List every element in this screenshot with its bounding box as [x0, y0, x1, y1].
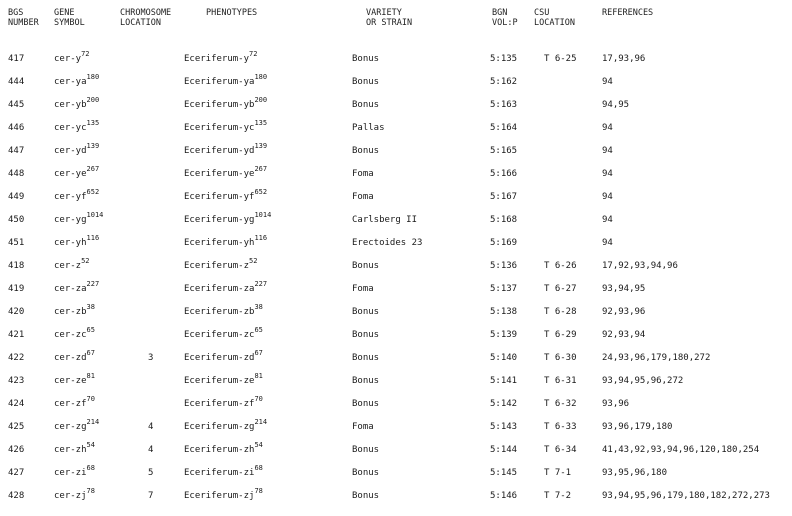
volume-cell: 5:165 [490, 146, 518, 156]
header-references: REFERENCES [602, 8, 654, 18]
csu-location-cell: T 7-1 [544, 468, 572, 478]
volume-cell: 5:145 [490, 468, 518, 478]
variety-cell: Foma [352, 192, 374, 202]
references-cell: 94 [602, 169, 613, 179]
header-variety: VARIETY OR STRAIN [366, 8, 413, 28]
bgs-number-cell: 417 [8, 54, 25, 64]
phenotype-text: Eceriferum-yb [184, 100, 255, 110]
gene-symbol-cell [54, 71, 99, 94]
bgs-number-cell: 424 [8, 399, 25, 409]
references-cell: 24,93,96,179,180,272 [602, 353, 711, 363]
volume-cell: 5:140 [490, 353, 518, 363]
csu-location-cell: T 6-29 [544, 330, 577, 340]
bgs-number-cell: 446 [8, 123, 25, 133]
phenotype-allele-superscript: 70 [254, 395, 263, 403]
gene-symbol-cell [54, 393, 95, 416]
csu-location-cell: T 6-34 [544, 445, 577, 455]
volume-cell: 5:168 [490, 215, 518, 225]
phenotype-allele-superscript: 180 [254, 73, 268, 81]
variety-cell: Pallas [352, 123, 385, 133]
gene-symbol-cell [54, 278, 99, 301]
gene-allele-superscript: 180 [86, 73, 100, 81]
phenotype-allele-superscript: 135 [254, 119, 268, 127]
table-row [0, 278, 792, 301]
gene-allele-superscript: 54 [86, 441, 95, 449]
bgs-number-cell: 444 [8, 77, 25, 87]
gene-symbol-cell [54, 347, 95, 370]
phenotype-cell [184, 94, 267, 117]
chromosome-location-cell: 3 [148, 353, 154, 363]
table-row [0, 209, 792, 232]
volume-cell: 5:136 [490, 261, 518, 271]
bgs-number-cell: 428 [8, 491, 25, 501]
table-row [0, 48, 792, 71]
header-phenotypes: PHENOTYPES [206, 8, 258, 18]
csu-location-cell: T 6-25 [544, 54, 577, 64]
references-cell: 17,93,96 [602, 54, 646, 64]
gene-symbol-cell [54, 485, 95, 508]
references-cell: 92,93,94 [602, 330, 646, 340]
gene-allele-superscript: 652 [86, 188, 100, 196]
variety-cell: Foma [352, 169, 374, 179]
table-row [0, 94, 792, 117]
bgs-number-cell: 445 [8, 100, 25, 110]
gene-allele-superscript: 52 [81, 257, 90, 265]
gene-allele-superscript: 67 [86, 349, 95, 357]
volume-cell: 5:167 [490, 192, 518, 202]
volume-cell: 5:143 [490, 422, 518, 432]
gene-symbol-text: cer-z [54, 261, 82, 271]
gene-allele-superscript: 214 [86, 418, 100, 426]
phenotype-text: Eceriferum-zf [184, 399, 255, 409]
phenotype-cell [184, 347, 263, 370]
table-header [0, 8, 792, 48]
variety-cell: Bonus [352, 491, 380, 501]
gene-symbol-text: cer-zd [54, 353, 87, 363]
table-row [0, 163, 792, 186]
phenotype-allele-superscript: 1014 [254, 211, 272, 219]
phenotype-allele-superscript: 67 [254, 349, 263, 357]
volume-cell: 5:139 [490, 330, 518, 340]
phenotype-allele-superscript: 54 [254, 441, 263, 449]
bgs-number-cell: 427 [8, 468, 25, 478]
references-cell: 41,43,92,93,94,96,120,180,254 [602, 445, 760, 455]
gene-symbol-text: cer-yh [54, 238, 87, 248]
header-volume: BGN VOL:P [492, 8, 518, 28]
gene-symbol-cell [54, 416, 99, 439]
csu-location-cell: T 6-30 [544, 353, 577, 363]
bgs-number-cell: 418 [8, 261, 25, 271]
variety-cell: Bonus [352, 307, 380, 317]
variety-cell: Bonus [352, 445, 380, 455]
gene-allele-superscript: 116 [86, 234, 100, 242]
bgs-number-cell: 425 [8, 422, 25, 432]
phenotype-text: Eceriferum-yc [184, 123, 255, 133]
references-cell: 93,94,95,96,179,180,182,272,273 [602, 491, 770, 501]
phenotype-cell [184, 462, 263, 485]
gene-allele-superscript: 68 [86, 464, 95, 472]
variety-cell: Foma [352, 422, 374, 432]
gene-symbol-text: cer-zb [54, 307, 87, 317]
gene-symbol-cell [54, 186, 99, 209]
gene-symbol-cell [54, 209, 103, 232]
phenotype-allele-superscript: 214 [254, 418, 268, 426]
gene-symbol-text: cer-y [54, 54, 82, 64]
variety-cell: Bonus [352, 376, 380, 386]
gene-symbol-text: cer-zj [54, 491, 87, 501]
bgs-number-cell: 423 [8, 376, 25, 386]
volume-cell: 5:141 [490, 376, 518, 386]
phenotype-cell [184, 393, 263, 416]
table-row [0, 393, 792, 416]
volume-cell: 5:142 [490, 399, 518, 409]
table-row [0, 301, 792, 324]
volume-cell: 5:144 [490, 445, 518, 455]
phenotype-cell [184, 232, 267, 255]
references-cell: 94 [602, 215, 613, 225]
phenotype-text: Eceriferum-zd [184, 353, 255, 363]
variety-cell: Bonus [352, 146, 380, 156]
phenotype-allele-superscript: 116 [254, 234, 268, 242]
phenotype-allele-superscript: 652 [254, 188, 268, 196]
phenotype-text: Eceriferum-zb [184, 307, 255, 317]
references-cell: 93,96 [602, 399, 630, 409]
header-bgs-number: BGS NUMBER [8, 8, 39, 28]
phenotype-cell [184, 439, 263, 462]
table-row [0, 462, 792, 485]
table-row [0, 232, 792, 255]
phenotype-text: Eceriferum-zh [184, 445, 255, 455]
gene-allele-superscript: 81 [86, 372, 95, 380]
phenotype-text: Eceriferum-za [184, 284, 255, 294]
variety-cell: Bonus [352, 54, 380, 64]
gene-symbol-text: cer-zi [54, 468, 87, 478]
table-row [0, 439, 792, 462]
gene-symbol-text: cer-zc [54, 330, 87, 340]
bgs-number-cell: 447 [8, 146, 25, 156]
bgs-number-cell: 426 [8, 445, 25, 455]
bgs-number-cell: 420 [8, 307, 25, 317]
volume-cell: 5:162 [490, 77, 518, 87]
phenotype-cell [184, 71, 267, 94]
gene-symbol-text: cer-yb [54, 100, 87, 110]
bgs-number-cell: 449 [8, 192, 25, 202]
variety-cell: Bonus [352, 330, 380, 340]
gene-symbol-cell [54, 462, 95, 485]
bgs-number-cell: 451 [8, 238, 25, 248]
phenotype-allele-superscript: 68 [254, 464, 263, 472]
references-cell: 93,94,95 [602, 284, 646, 294]
phenotype-text: Eceriferum-ya [184, 77, 255, 87]
gene-symbol-text: cer-yg [54, 215, 87, 225]
variety-cell: Carlsberg II [352, 215, 418, 225]
gene-symbol-cell [54, 255, 90, 278]
gene-symbol-text: cer-za [54, 284, 87, 294]
gene-symbol-cell [54, 140, 99, 163]
gene-symbol-text: cer-yc [54, 123, 87, 133]
table-row [0, 347, 792, 370]
csu-location-cell: T 6-28 [544, 307, 577, 317]
references-cell: 93,95,96,180 [602, 468, 668, 478]
variety-cell: Foma [352, 284, 374, 294]
csu-location-cell: T 6-32 [544, 399, 577, 409]
chromosome-location-cell: 7 [148, 491, 154, 501]
table-row [0, 324, 792, 347]
gene-symbol-text: cer-yf [54, 192, 87, 202]
bgs-number-cell: 419 [8, 284, 25, 294]
gene-allele-superscript: 135 [86, 119, 100, 127]
gene-allele-superscript: 267 [86, 165, 100, 173]
variety-cell: Bonus [352, 399, 380, 409]
phenotype-cell [184, 209, 271, 232]
references-cell: 93,94,95,96,272 [602, 376, 684, 386]
variety-cell: Bonus [352, 468, 380, 478]
csu-location-cell: T 6-26 [544, 261, 577, 271]
table-row [0, 117, 792, 140]
gene-symbol-cell [54, 94, 99, 117]
phenotype-text: Eceriferum-y [184, 54, 250, 64]
bgs-number-cell: 450 [8, 215, 25, 225]
volume-cell: 5:138 [490, 307, 518, 317]
header-chromosome-location: CHROMOSOME LOCATION [120, 8, 172, 28]
phenotype-allele-superscript: 52 [249, 257, 258, 265]
phenotype-cell [184, 485, 263, 508]
phenotype-allele-superscript: 139 [254, 142, 268, 150]
phenotype-cell [184, 416, 267, 439]
gene-allele-superscript: 65 [86, 326, 95, 334]
gene-symbol-cell [54, 301, 95, 324]
phenotype-text: Eceriferum-yd [184, 146, 255, 156]
gene-symbol-text: cer-yd [54, 146, 87, 156]
references-cell: 94 [602, 77, 613, 87]
phenotype-cell [184, 370, 263, 393]
gene-symbol-cell [54, 48, 90, 71]
table-row [0, 71, 792, 94]
phenotype-cell [184, 301, 263, 324]
volume-cell: 5:146 [490, 491, 518, 501]
csu-location-cell: T 6-27 [544, 284, 577, 294]
phenotype-cell [184, 117, 267, 140]
gene-symbol-cell [54, 324, 95, 347]
header-gene-symbol: GENE SYMBOL [54, 8, 85, 28]
phenotype-cell [184, 163, 267, 186]
gene-symbol-cell [54, 163, 99, 186]
phenotype-cell [184, 140, 267, 163]
phenotype-allele-superscript: 38 [254, 303, 263, 311]
gene-allele-superscript: 72 [81, 50, 90, 58]
gene-symbol-text: cer-zf [54, 399, 87, 409]
phenotype-allele-superscript: 65 [254, 326, 263, 334]
gene-allele-superscript: 1014 [86, 211, 104, 219]
gene-allele-superscript: 227 [86, 280, 100, 288]
gene-symbol-cell [54, 232, 99, 255]
phenotype-allele-superscript: 200 [254, 96, 268, 104]
references-cell: 93,96,179,180 [602, 422, 673, 432]
references-cell: 94 [602, 123, 613, 133]
phenotype-allele-superscript: 81 [254, 372, 263, 380]
phenotype-text: Eceriferum-z [184, 261, 250, 271]
volume-cell: 5:164 [490, 123, 518, 133]
references-cell: 94 [602, 192, 613, 202]
phenotype-cell [184, 255, 257, 278]
phenotype-text: Eceriferum-yg [184, 215, 255, 225]
phenotype-cell [184, 48, 257, 71]
references-cell: 17,92,93,94,96 [602, 261, 678, 271]
phenotype-text: Eceriferum-yh [184, 238, 255, 248]
phenotype-text: Eceriferum-ze [184, 376, 255, 386]
phenotype-allele-superscript: 267 [254, 165, 268, 173]
gene-allele-superscript: 200 [86, 96, 100, 104]
phenotype-allele-superscript: 78 [254, 487, 263, 495]
phenotype-text: Eceriferum-zi [184, 468, 255, 478]
volume-cell: 5:137 [490, 284, 518, 294]
phenotype-allele-superscript: 72 [249, 50, 258, 58]
variety-cell: Bonus [352, 77, 380, 87]
gene-symbol-text: cer-ze [54, 376, 87, 386]
phenotype-text: Eceriferum-zc [184, 330, 255, 340]
volume-cell: 5:163 [490, 100, 518, 110]
table-row [0, 140, 792, 163]
phenotype-text: Eceriferum-zg [184, 422, 255, 432]
table-row [0, 416, 792, 439]
csu-location-cell: T 6-31 [544, 376, 577, 386]
references-cell: 92,93,96 [602, 307, 646, 317]
table-row [0, 485, 792, 508]
variety-cell: Bonus [352, 261, 380, 271]
volume-cell: 5:135 [490, 54, 518, 64]
volume-cell: 5:166 [490, 169, 518, 179]
phenotype-allele-superscript: 227 [254, 280, 268, 288]
bgs-number-cell: 422 [8, 353, 25, 363]
gene-allele-superscript: 70 [86, 395, 95, 403]
gene-symbol-text: cer-ya [54, 77, 87, 87]
table-row [0, 370, 792, 393]
phenotype-cell [184, 186, 267, 209]
gene-symbol-cell [54, 117, 99, 140]
variety-cell: Bonus [352, 353, 380, 363]
gene-symbol-text: cer-ye [54, 169, 87, 179]
phenotype-text: Eceriferum-yf [184, 192, 255, 202]
phenotype-cell [184, 324, 263, 347]
references-cell: 94 [602, 146, 613, 156]
table-row [0, 255, 792, 278]
gene-allele-superscript: 38 [86, 303, 95, 311]
phenotype-cell [184, 278, 267, 301]
chromosome-location-cell: 4 [148, 422, 154, 432]
chromosome-location-cell: 4 [148, 445, 154, 455]
csu-location-cell: T 7-2 [544, 491, 572, 501]
bgs-number-cell: 448 [8, 169, 25, 179]
table-row [0, 186, 792, 209]
phenotype-text: Eceriferum-ye [184, 169, 255, 179]
gene-allele-superscript: 78 [86, 487, 95, 495]
gene-symbol-text: cer-zh [54, 445, 87, 455]
csu-location-cell: T 6-33 [544, 422, 577, 432]
gene-allele-superscript: 139 [86, 142, 100, 150]
gene-symbol-cell [54, 370, 95, 393]
bgs-number-cell: 421 [8, 330, 25, 340]
variety-cell: Erectoides 23 [352, 238, 423, 248]
gene-symbol-text: cer-zg [54, 422, 87, 432]
references-cell: 94,95 [602, 100, 630, 110]
gene-symbol-cell [54, 439, 95, 462]
variety-cell: Bonus [352, 100, 380, 110]
header-csu-location: CSU LOCATION [534, 8, 575, 28]
volume-cell: 5:169 [490, 238, 518, 248]
references-cell: 94 [602, 238, 613, 248]
phenotype-text: Eceriferum-zj [184, 491, 255, 501]
chromosome-location-cell: 5 [148, 468, 154, 478]
